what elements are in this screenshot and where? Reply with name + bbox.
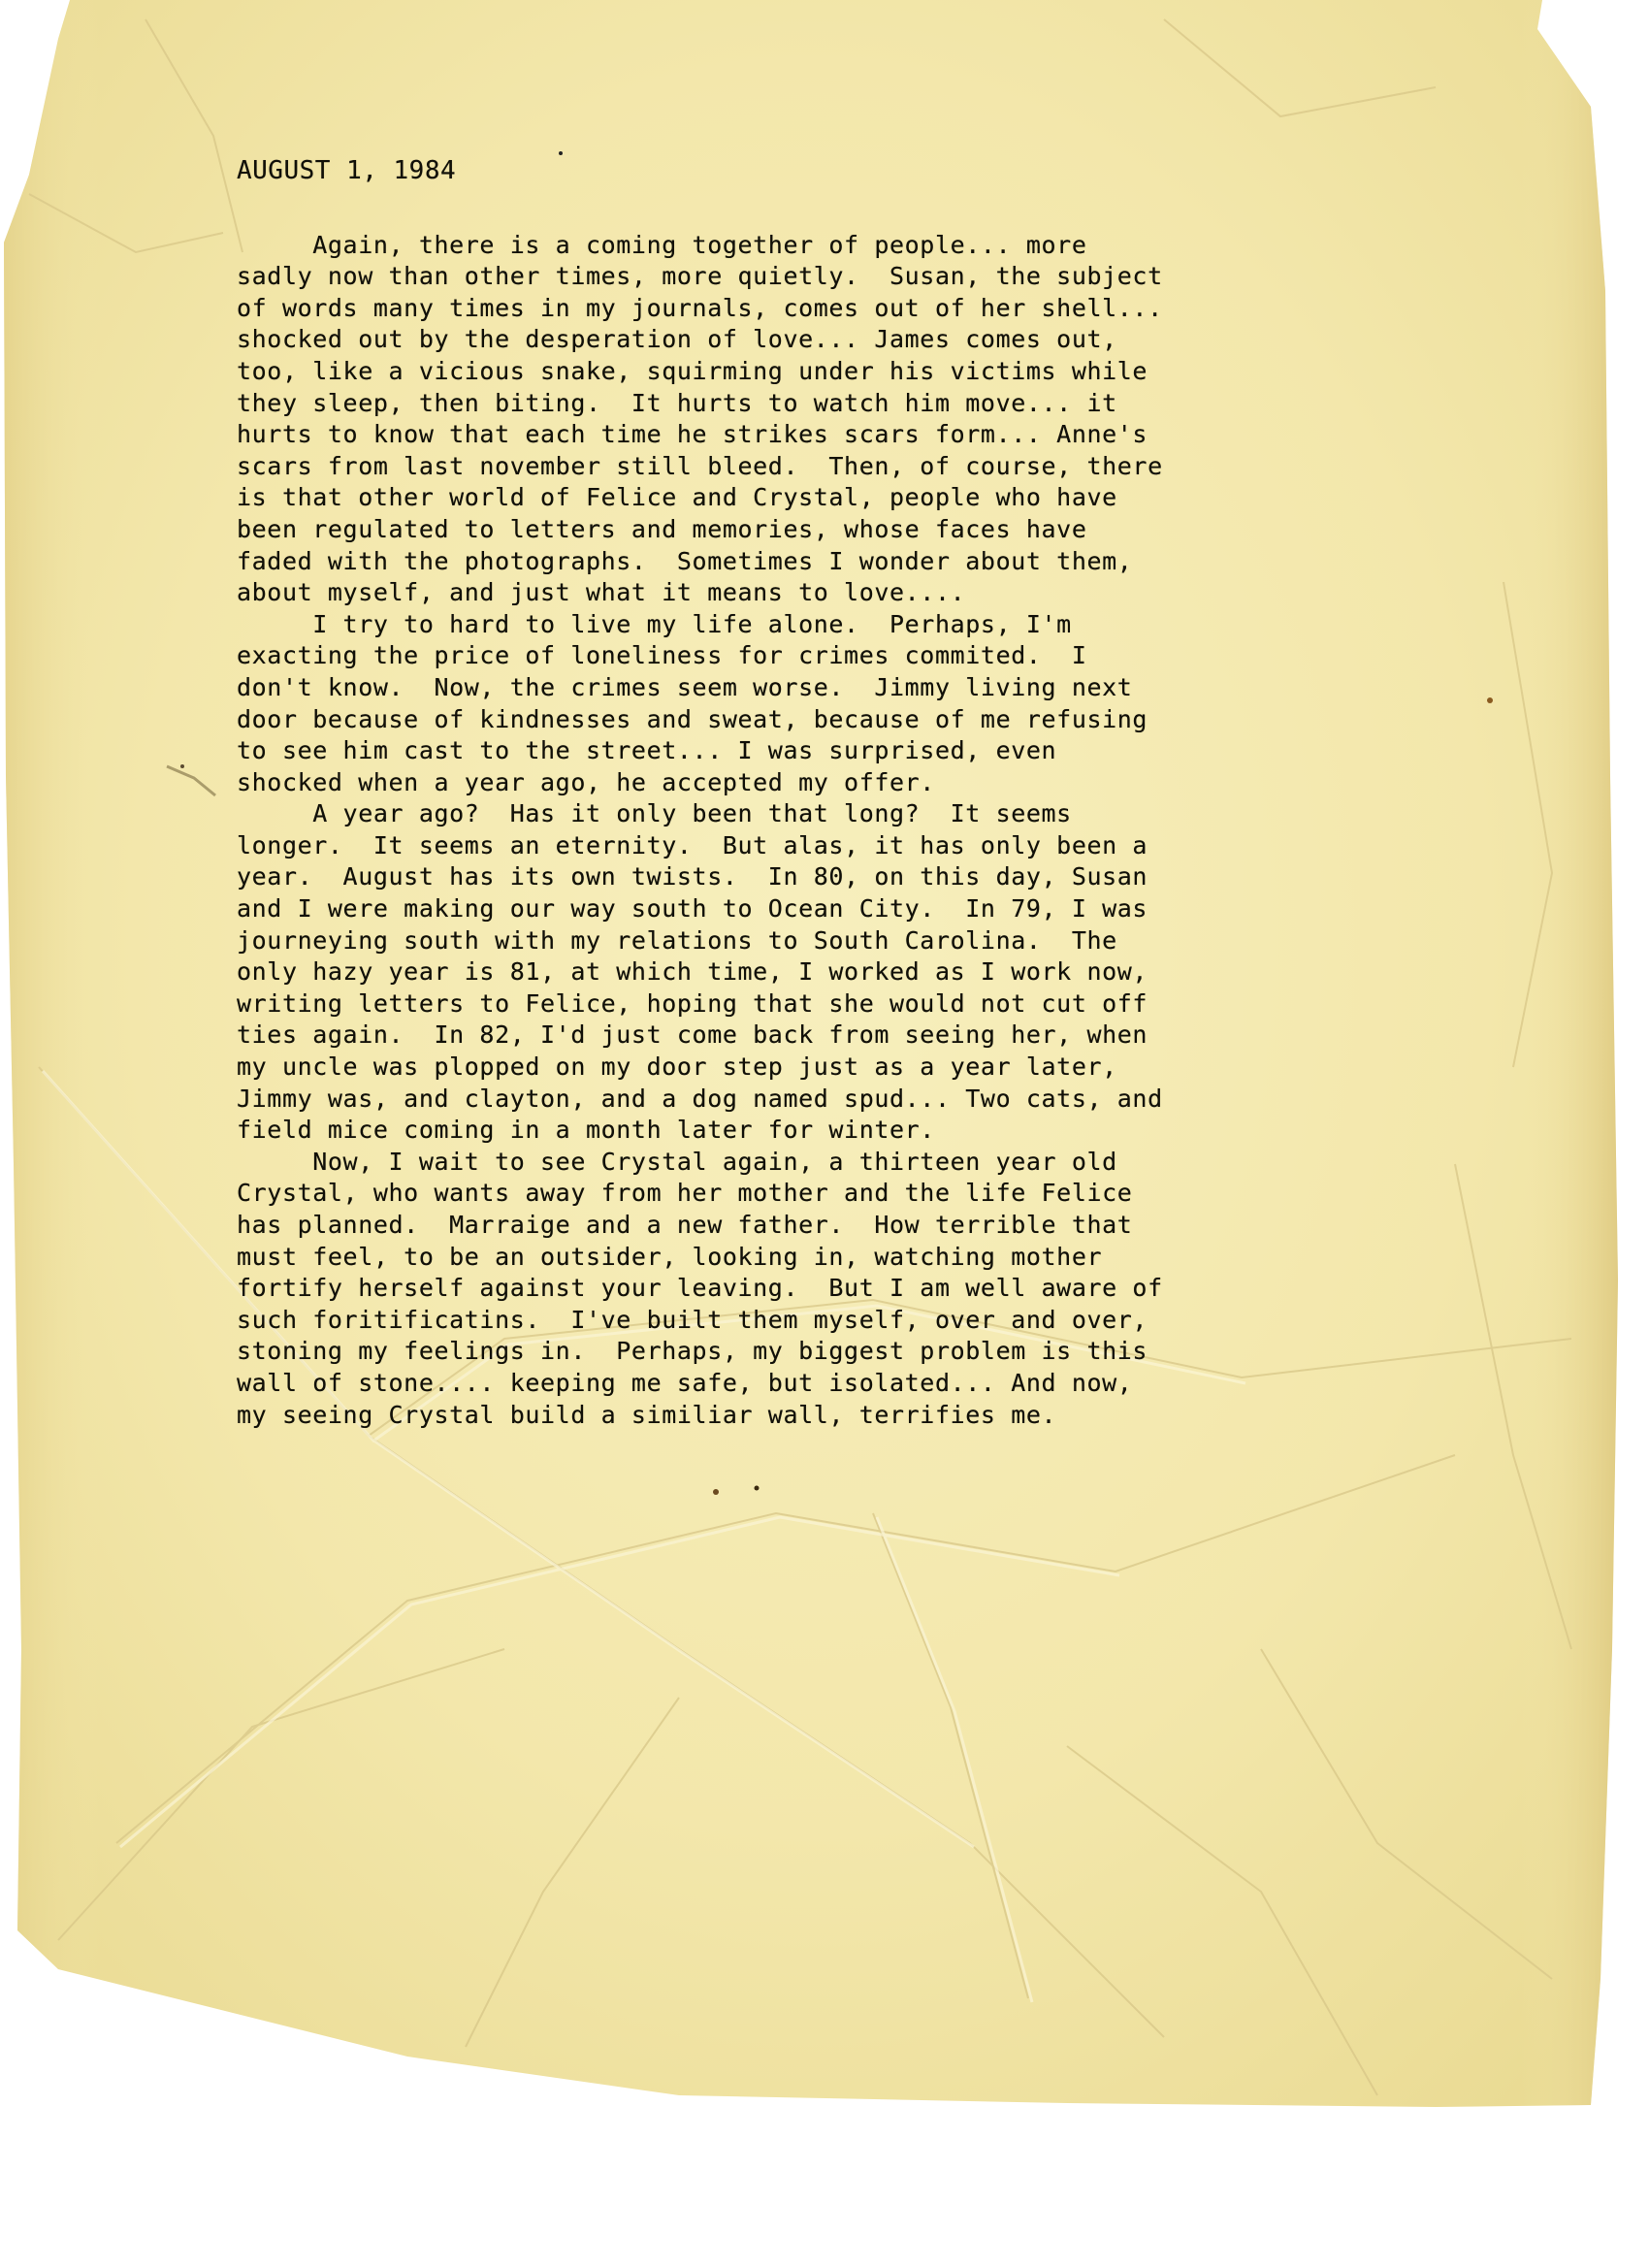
letter-line: is that other world of Felice and Crystal, people who have: [237, 483, 1117, 512]
letter-line: stoning my feelings in. Perhaps, my biggest problem is this: [237, 1337, 1148, 1366]
ink-spot: [1487, 697, 1493, 703]
letter-line: wall of stone.... keeping me safe, but isolated... And now,: [237, 1368, 1133, 1397]
letter-line: year. August has its own twists. In 80, on this day, Susan: [237, 862, 1148, 891]
letter-line: sadly now than other times, more quietly. Susan, the subject: [237, 262, 1163, 291]
letter-line: of words many times in my journals, comes out of her shell...: [237, 293, 1163, 322]
letter-line: has planned. Marraige and a new father. How terrible that: [237, 1211, 1133, 1239]
letter-line: I try to hard to live my life alone. Perhaps, I'm: [237, 609, 1072, 638]
letter-line: faded with the photographs. Sometimes I wonder about them,: [237, 546, 1133, 575]
letter-line: A year ago? Has it only been that long? It seems: [237, 799, 1072, 828]
letter-line: Crystal, who wants away from her mother and the life Felice: [237, 1179, 1133, 1208]
letter-line: door because of kindnesses and sweat, because of me refusing: [237, 704, 1148, 733]
letter-line: longer. It seems an eternity. But alas, it has only been a: [237, 830, 1148, 859]
letter-line: must feel, to be an outsider, looking in, watching mother: [237, 1242, 1103, 1271]
ink-spot: [180, 764, 184, 768]
letter-line: Jimmy was, and clayton, and a dog named spud... Two cats, and: [237, 1084, 1163, 1113]
letter-date: AUGUST 1, 1984: [237, 156, 457, 185]
letter-line: my seeing Crystal build a similiar wall, terrifies me.: [237, 1400, 1057, 1429]
letter-line: my uncle was plopped on my door step just as a year later,: [237, 1053, 1117, 1082]
letter-line: such foritificatins. I've built them myself, over and over,: [237, 1305, 1148, 1334]
letter-line: been regulated to letters and memories, whose faces have: [237, 514, 1087, 543]
letter-line: don't know. Now, the crimes seem worse. Jimmy living next: [237, 672, 1133, 701]
letter-line: too, like a vicious snake, squirming under his victims while: [237, 356, 1148, 385]
letter-line: writing letters to Felice, hoping that she would not cut off: [237, 988, 1148, 1018]
ink-spot: [755, 1486, 760, 1491]
ink-spot: [713, 1489, 719, 1495]
letter-line: to see him cast to the street... I was surprised, even: [237, 736, 1057, 765]
letter-line: Again, there is a coming together of people... more: [237, 230, 1087, 259]
typed-letter: [237, 155, 1439, 1431]
letter-line: journeying south with my relations to South Carolina. The: [237, 925, 1117, 955]
letter-line: and I were making our way south to Ocean City. In 79, I was: [237, 894, 1148, 923]
letter-line: about myself, and just what it means to love....: [237, 578, 966, 607]
letter-body: [237, 230, 1439, 1432]
letter-line: only hazy year is 81, at which time, I worked as I work now,: [237, 957, 1148, 987]
letter-line: hurts to know that each time he strikes scars form... Anne's: [237, 420, 1148, 449]
letter-line: fortify herself against your leaving. But I am well aware of: [237, 1274, 1163, 1303]
letter-line: shocked when a year ago, he accepted my offer.: [237, 767, 935, 796]
letter-line: scars from last november still bleed. Then, of course, there: [237, 451, 1163, 480]
letter-line: Now, I wait to see Crystal again, a thirteen year old: [237, 1147, 1117, 1176]
letter-line: field mice coming in a month later for winter.: [237, 1116, 935, 1145]
letter-line: shocked out by the desperation of love... James comes out,: [237, 325, 1117, 354]
letter-line: ties again. In 82, I'd just come back from seeing her, when: [237, 1021, 1148, 1050]
letter-line: they sleep, then biting. It hurts to watch him move... it: [237, 388, 1117, 417]
letter-line: exacting the price of loneliness for crimes commited. I: [237, 641, 1087, 670]
